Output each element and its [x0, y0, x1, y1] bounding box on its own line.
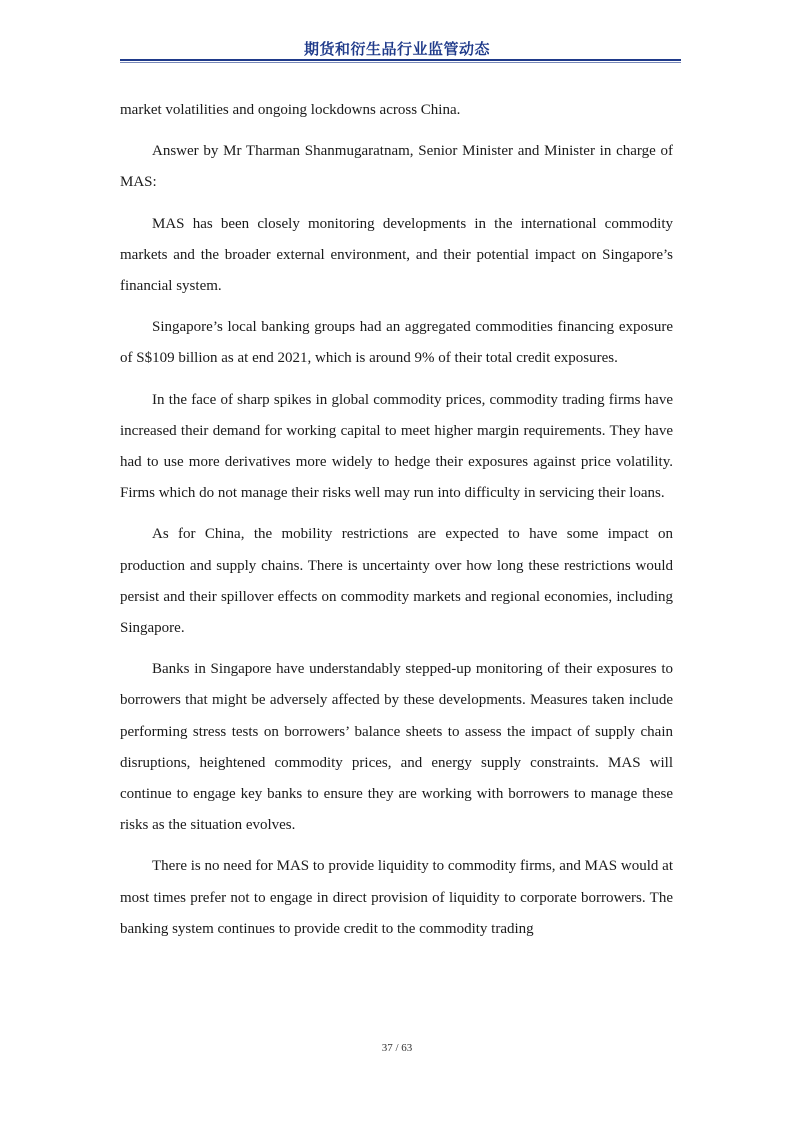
paragraph-exposure: Singapore’s local banking groups had an aggregated commodities financing exposure of S$109 billion as at end 2021, which is around 9% of their total credit exposures.	[120, 319, 673, 367]
header-title: 期货和衍生品行业监管动态	[303, 40, 490, 58]
paragraph-banks-monitoring: Banks in Singapore have understandably stepped-up monitoring of their exposures to borrowers that might be adversely affected by these developments. Measures taken include performing stress tests on borrowers’ balance sheets to assess the impact of supply chain disruptions, heightened commodity prices, and energy supply constraints. MAS will continue to engage key banks to ensure they are working with borrowers to manage these risks as the situation evolves.	[120, 661, 673, 834]
paragraph-monitoring: MAS has been closely monitoring developments in the international commodity markets and the broader external environment, and their potential impact on Singapore’s financial system.	[120, 215, 673, 295]
page-number: 37 / 63	[381, 1042, 413, 1054]
header-divider	[120, 59, 681, 61]
paragraph-commodity-prices: In the face of sharp spikes in global commodity prices, commodity trading firms have increased their demand for working capital to meet higher margin requirements. They have had to use more derivatives more widely to hedge their exposures against price volatility. Firms which do not manage their risks well may run into difficulty in servicing their loans.	[120, 391, 673, 502]
paragraph-liquidity: There is no need for MAS to provide liquidity to commodity firms, and MAS would at most times prefer not to engage in direct provision of liquidity to corporate borrowers. The banking system continues to provide credit to the commodity trading	[120, 858, 673, 937]
document-body	[120, 95, 673, 955]
paragraph-china: As for China, the mobility restrictions are expected to have some impact on production and supply chains. There is uncertainty over how long these restrictions would persist and their spillover effects on commodity markets and regional economies, including Singapore.	[120, 526, 673, 637]
paragraph-continuation: market volatilities and ongoing lockdowns across China.	[120, 102, 461, 118]
header-divider-thin	[120, 62, 681, 63]
paragraph-answer-attribution: Answer by Mr Tharman Shanmugaratnam, Senior Minister and Minister in charge of MAS:	[120, 143, 673, 191]
